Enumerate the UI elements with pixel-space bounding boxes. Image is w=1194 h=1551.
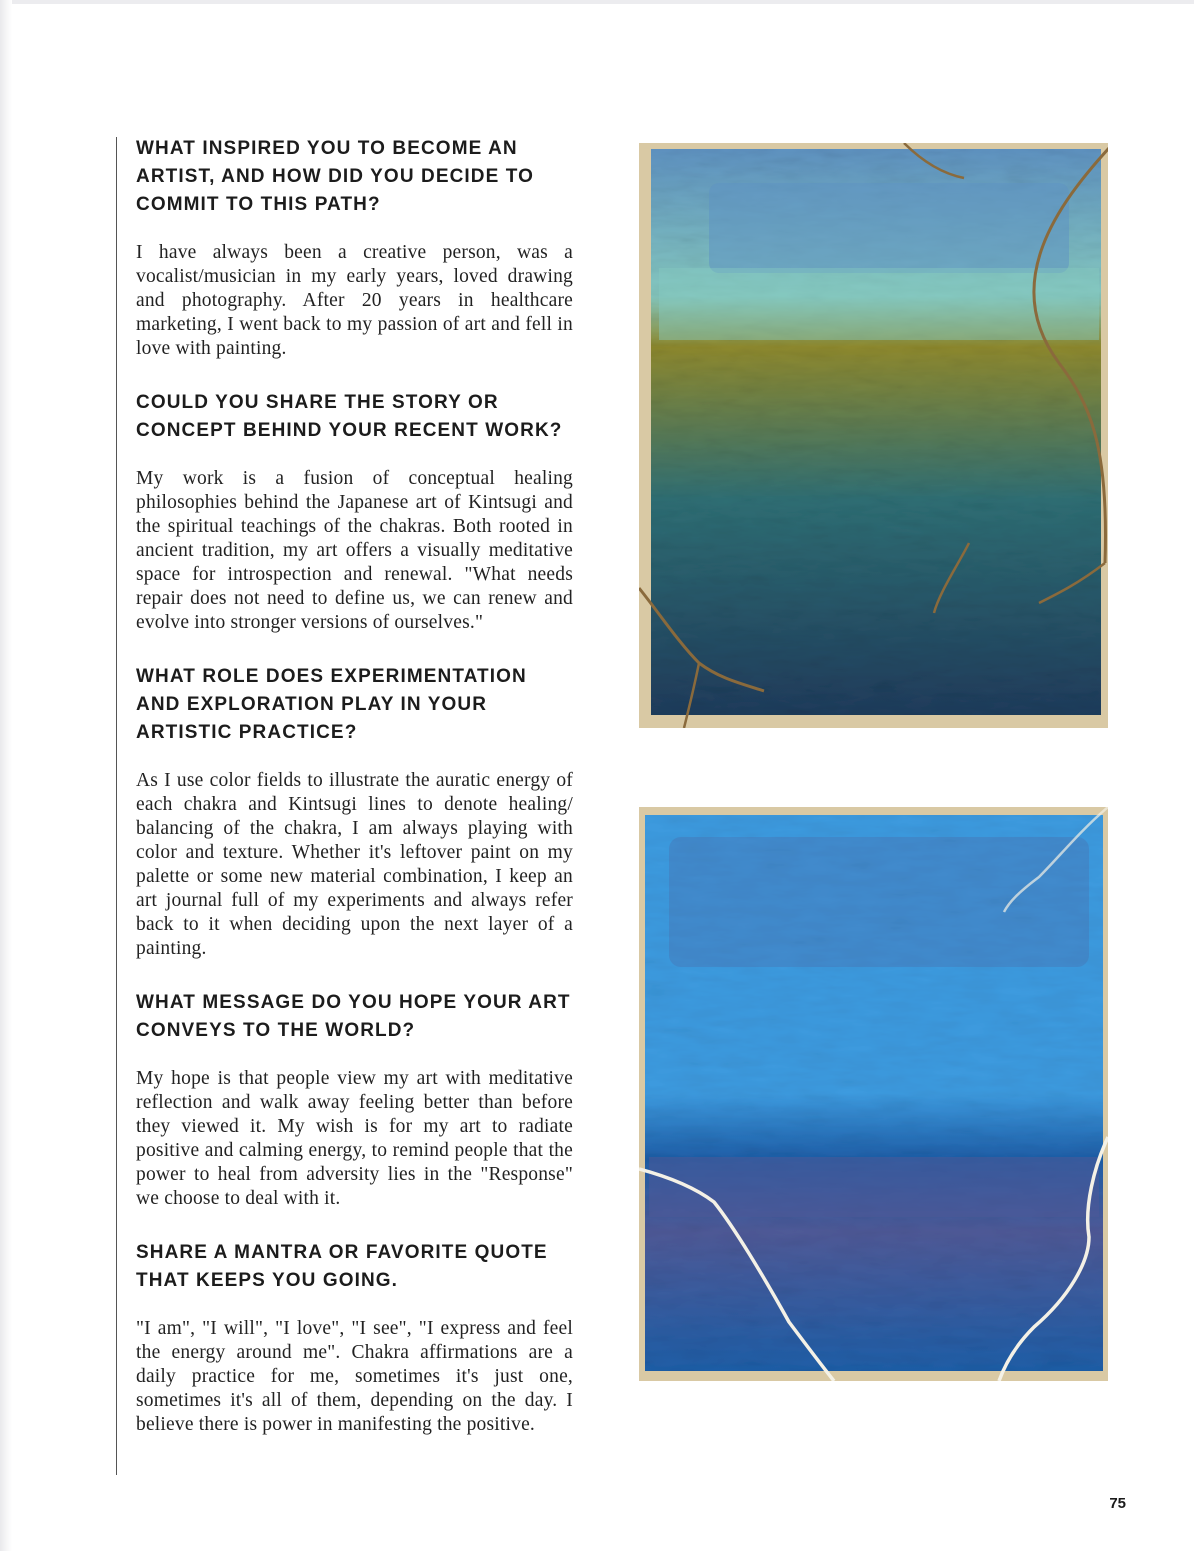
- page-number: 75: [1109, 1495, 1126, 1512]
- answer-paragraph: My hope is that people view my art with meditative reflection and walk away feeling better than before they viewed it. My wish is for my art to radiate positive and calming energy, to remind people that the power to heal from adversity lies in the "Response" we choose to deal with it.: [136, 1068, 573, 1209]
- answer-paragraph: I have always been a creative person, was a vocalist/musician in my early years, loved drawing and photography. After 20 years in healthcare marketing, I went back to my passion of art and fell in love with painting.: [136, 242, 573, 359]
- question-heading: WHAT MESSAGE DO YOU HOPE YOUR ART CONVEYS TO THE WORLD?: [136, 992, 571, 1041]
- answer-paragraph: "I am", "I will", "I love", "I see", "I express and feel the energy around me". Chakra affirmations are a daily practice for me, sometimes it's just one, sometimes it's all of them, depending on the day. I believe there is power in manifesting the positive.: [136, 1318, 573, 1435]
- qa-block: [136, 1239, 573, 1437]
- column-divider-rule: [116, 137, 117, 1475]
- page-binding-edge: [0, 0, 12, 1551]
- answer-paragraph: My work is a fusion of conceptual healing philosophies behind the Japanese art of Kintsugi and the spiritual teachings of the chakras. Both rooted in ancient tradition, my art offers a visually meditative space for introspection and renewal. "What needs repair does not need to define us, we can renew and evolve into stronger versions of ourselves.": [136, 468, 573, 633]
- painting-artwork: [639, 807, 1108, 1381]
- page-top-edge: [0, 0, 1194, 4]
- painting-chakra-green-blue: [639, 143, 1108, 728]
- interview-column: [136, 135, 573, 1465]
- qa-block: [136, 989, 573, 1211]
- question-heading: SHARE A MANTRA OR FAVORITE QUOTE THAT KEEPS YOU GOING.: [136, 1242, 548, 1291]
- painting-artwork: [639, 143, 1108, 728]
- question-heading: WHAT INSPIRED YOU TO BECOME AN ARTIST, AND HOW DID YOU DECIDE TO COMMIT TO THIS PATH?: [136, 138, 535, 215]
- painting-chakra-blue: [639, 807, 1108, 1381]
- qa-block: [136, 135, 573, 361]
- answer-paragraph: As I use color fields to illustrate the auratic energy of each chakra and Kintsugi lines to denote healing/ balancing of the chakra, I am always playing with color and texture. Whether it's leftover paint on my palette or some new material combination, I keep an art journal full of my experiments and always refer back to it when deciding upon the next layer of a painting.: [136, 770, 573, 959]
- question-heading: WHAT ROLE DOES EXPERIMENTATION AND EXPLORATION PLAY IN YOUR ARTISTIC PRACTICE?: [136, 666, 527, 743]
- qa-block: [136, 663, 573, 961]
- question-heading: COULD YOU SHARE THE STORY OR CONCEPT BEHIND YOUR RECENT WORK?: [136, 392, 563, 441]
- qa-block: [136, 389, 573, 635]
